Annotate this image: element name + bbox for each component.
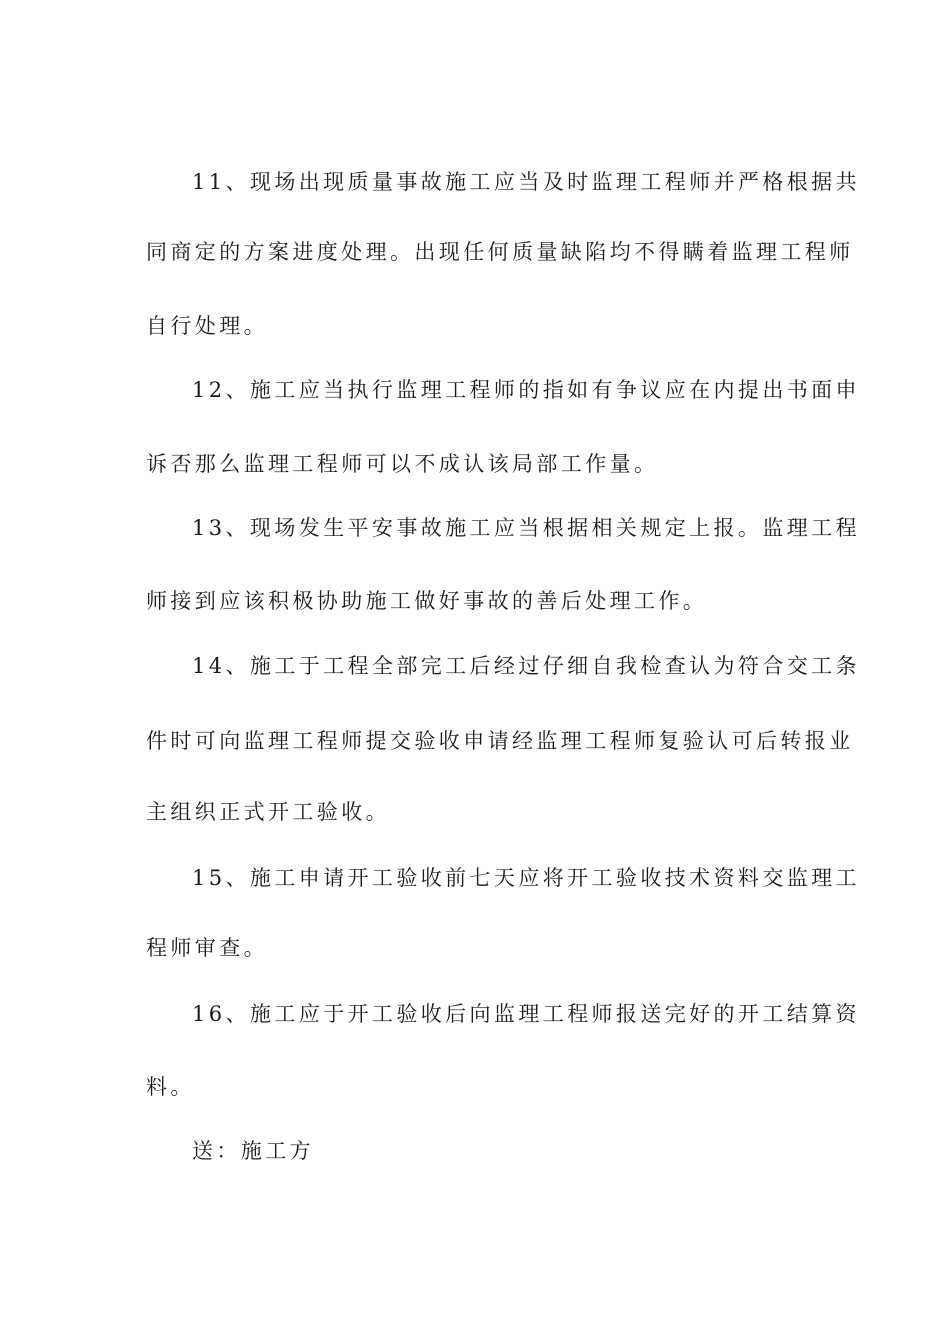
paragraph-line: 件时可向监理工程师提交验收申请经监理工程师复验认可后转报业 bbox=[146, 729, 854, 753]
paragraph-line: 11、现场出现质量事故施工应当及时监理工程师并严格根据共 bbox=[192, 170, 860, 194]
paragraph-line: 程师审查。 bbox=[146, 936, 268, 960]
recipient-line: 送：施工方 bbox=[192, 1139, 314, 1163]
paragraph-line: 自行处理。 bbox=[146, 314, 268, 338]
paragraph-line: 料。 bbox=[146, 1075, 195, 1099]
paragraph-line: 诉否那么监理工程师可以不成认该局部工作量。 bbox=[146, 452, 659, 476]
paragraph-line: 16、施工应于开工验收后向监理工程师报送完好的开工结算资 bbox=[192, 1002, 860, 1026]
paragraph-line: 主组织正式开工验收。 bbox=[146, 800, 390, 824]
paragraph-line: 12、施工应当执行监理工程师的指如有争议应在内提出书面申 bbox=[192, 378, 860, 402]
paragraph-line: 师接到应该积极协助施工做好事故的善后处理工作。 bbox=[146, 589, 708, 613]
paragraph-line: 15、施工申请开工验收前七天应将开工验收技术资料交监理工 bbox=[192, 866, 860, 890]
paragraph-line: 14、施工于工程全部完工后经过仔细自我检查认为符合交工条 bbox=[192, 654, 860, 678]
paragraph-line: 13、现场发生平安事故施工应当根据相关规定上报。监理工程 bbox=[192, 516, 860, 540]
paragraph-line: 同商定的方案进度处理。出现任何质量缺陷均不得瞒着监理工程师 bbox=[146, 240, 854, 264]
